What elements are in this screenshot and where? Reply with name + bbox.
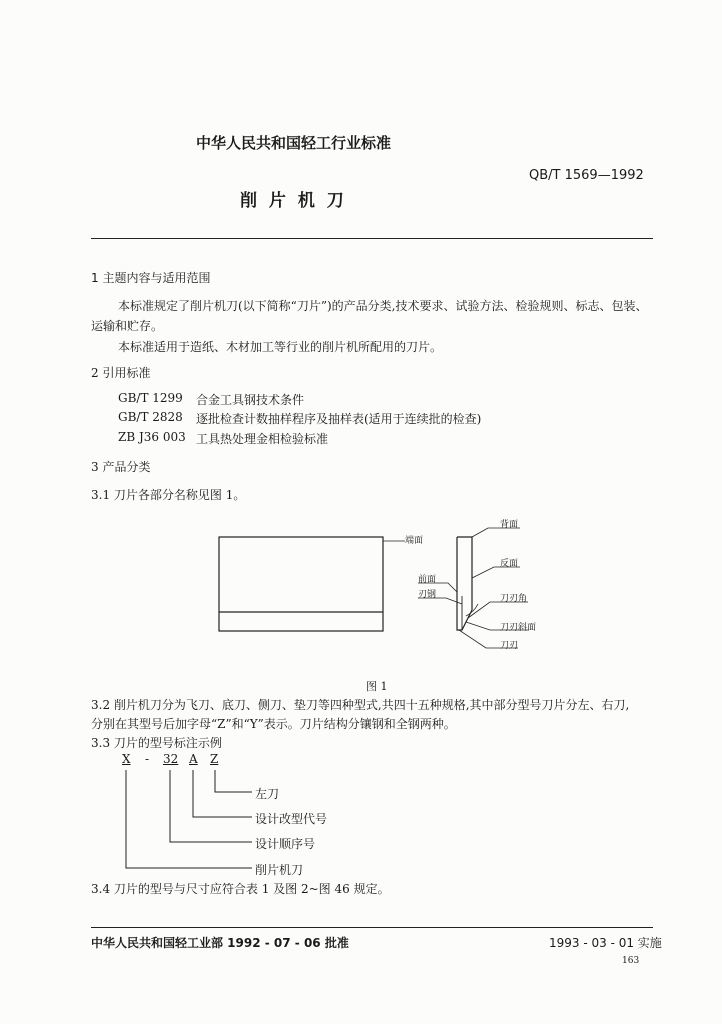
ref-code-1: GB/T 1299 xyxy=(118,391,183,405)
section-1-para-1b: 运输和贮存。 xyxy=(91,319,164,333)
section-1-heading: 1 主题内容与适用范围 xyxy=(91,271,211,285)
standard-code: QB/T 1569—1992 xyxy=(529,168,644,183)
ref-code-3: ZB J36 003 xyxy=(118,430,186,444)
section-1-para-1a: 本标准规定了削片机刀(以下简称“刀片”)的产品分类,技术要求、试验方法、检验规则、标志、包装、 xyxy=(118,299,648,313)
model-label-design-sequence: 设计顺序号 xyxy=(255,837,316,851)
model-part-dash: - xyxy=(145,752,150,766)
label-rear-face: 反面 xyxy=(500,559,519,569)
section-3-heading: 3 产品分类 xyxy=(91,460,151,474)
clause-3-2b: 分别在其型号后加字母“Z”和“Y”表示。刀片结构分镶钢和全钢两种。 xyxy=(91,717,456,731)
clause-3-3: 3.3 刀片的型号标注示例 xyxy=(91,736,222,750)
model-label-left-knife: 左刀 xyxy=(255,787,280,801)
label-end-face: 端面 xyxy=(405,536,424,546)
label-back-face: 背面 xyxy=(500,520,519,530)
footer-rule xyxy=(91,927,653,928)
section-2-heading: 2 引用标准 xyxy=(91,366,151,380)
effective-date: 1993 - 03 - 01 实施 xyxy=(549,936,662,950)
page-number: 163 xyxy=(622,956,640,966)
model-part-x: X xyxy=(122,752,131,766)
figure-1-caption: 图 1 xyxy=(366,680,388,693)
clause-3-2a: 3.2 削片机刀分为飞刀、底刀、侧刀、垫刀等四种型式,共四十五种规格,其中部分型号刀片分左、右刀, xyxy=(91,698,630,712)
issuing-organization: 中华人民共和国轻工行业标准 xyxy=(196,134,392,152)
section-1-para-2: 本标准适用于造纸、木材加工等行业的削片机所配用的刀片。 xyxy=(118,340,443,354)
model-label-revision-code: 设计改型代号 xyxy=(255,812,328,826)
label-blade-steel: 刃钢 xyxy=(418,590,437,600)
model-part-32: 32 xyxy=(163,752,179,766)
ref-code-2: GB/T 2828 xyxy=(118,410,183,424)
ref-text-3: 工具热处理金相检验标准 xyxy=(196,432,329,446)
approval-line: 中华人民共和国轻工业部 1992 - 07 - 06 批准 xyxy=(91,936,349,950)
model-label-chipper-knife: 削片机刀 xyxy=(255,863,304,877)
clause-3-4: 3.4 刀片的型号与尺寸应符合表 1 及图 2~图 46 规定。 xyxy=(91,882,390,896)
model-part-a: A xyxy=(189,752,198,766)
label-front-face: 前面 xyxy=(418,575,437,585)
ref-text-1: 合金工具钢技术条件 xyxy=(196,393,305,407)
clause-3-1: 3.1 刀片各部分名称见图 1。 xyxy=(91,488,246,502)
label-edge-angle: 刀刃角 xyxy=(500,594,528,604)
model-part-z: Z xyxy=(210,752,219,766)
label-edge-bevel: 刀刃斜面 xyxy=(500,623,537,633)
ref-text-2: 逐批检查计数抽样程序及抽样表(适用于连续批的检查) xyxy=(196,412,482,426)
label-edge: 刀刃 xyxy=(500,641,519,651)
document-title: 削 片 机 刀 xyxy=(240,191,347,211)
